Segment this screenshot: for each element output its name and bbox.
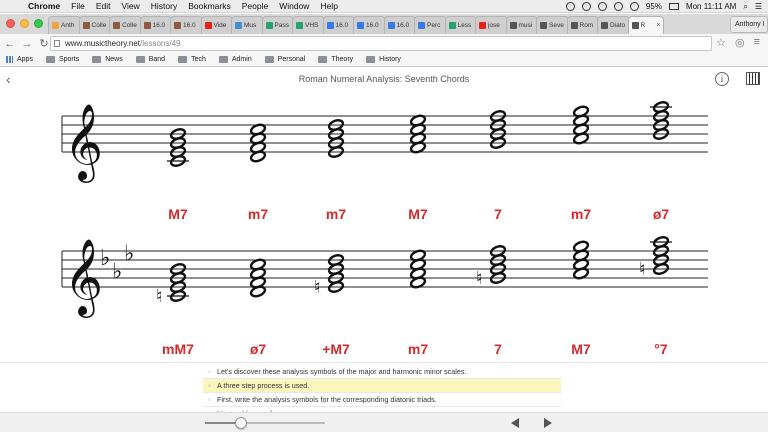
browser-tab[interactable] [384,16,417,34]
folder-icon [92,56,101,63]
close-window-button[interactable] [6,19,15,28]
tab-favicon-icon [571,22,578,29]
chord-symbol-label: 7 [494,341,502,357]
menubar-clock[interactable]: Mon 11:11 AM [685,2,737,11]
folder-icon [178,56,187,63]
window-controls [6,19,43,28]
apps-grid-icon [6,56,13,63]
tab-label: Colle [122,22,137,29]
seventh-chord [573,240,589,280]
tab-favicon-icon [266,22,273,29]
tab-label: musi [518,22,533,29]
browser-tab[interactable] [323,16,356,34]
browser-tab[interactable] [628,16,664,34]
menu-icon[interactable]: ≡ [753,36,760,48]
browser-tab[interactable] [414,16,447,34]
seventh-chord [639,235,672,280]
treble-clef-icon: 𝄞 [64,238,104,315]
tab-label: 16.0 [366,22,379,29]
forward-arrow-icon[interactable]: → [21,37,33,50]
tab-favicon-icon [83,22,90,29]
macos-menubar [0,0,768,13]
bookmark-news[interactable]: News [92,56,123,63]
tab-favicon-icon [296,22,303,29]
tab-favicon-icon [510,22,517,29]
bookmark-band[interactable]: Band [136,56,165,63]
reload-icon[interactable]: ↻ [39,37,49,50]
tab-label: Vide [213,22,227,29]
tab-favicon-icon [52,22,59,29]
tab-label: Rom [579,22,594,29]
url-path: /lessons/49 [140,39,181,48]
treble-staff-c-minor [62,235,708,318]
tab-favicon-icon [144,22,151,29]
tab-label: 16.0 [335,22,349,29]
menu-window[interactable]: Window [279,1,310,11]
lesson-title: Roman Numeral Analysis: Seventh Chords [298,74,470,84]
browser-tab[interactable] [445,16,478,34]
browser-tab[interactable] [140,16,173,34]
status-area [566,0,762,13]
record-icon[interactable] [598,2,607,11]
tab-favicon-icon [357,22,364,29]
menu-history[interactable]: History [150,1,178,11]
chord-symbol-label: °7 [654,341,668,357]
seventh-chord [328,118,344,158]
profile-button[interactable]: Anthony I [730,16,768,33]
tab-favicon-icon [327,22,334,29]
seventh-chord [167,127,189,167]
natural-sign-icon: ♮ [476,268,483,289]
folder-icon [318,56,327,63]
seventh-chord [650,100,672,140]
folder-icon [136,56,145,63]
list-icon[interactable]: ☰ [754,2,762,11]
seventh-chord [410,114,426,154]
natural-sign-icon: ♮ [156,286,163,307]
flat-sign-icon: ♭ [100,246,111,271]
menu-view[interactable]: View [121,1,140,11]
seventh-chord [573,105,589,145]
chord-symbol-label: m7 [247,206,269,222]
seventh-chord [250,258,266,298]
toolbar-actions [716,36,760,49]
dropbox-icon[interactable] [566,2,575,11]
lesson-controls [0,412,768,432]
browser-tab[interactable] [475,16,508,34]
bookmark-apps[interactable]: Apps [6,56,33,63]
browser-tabs [48,16,662,34]
tab-label: 16.0 [152,22,166,29]
battery-icon[interactable] [669,3,679,10]
bookmark-personal[interactable]: Personal [265,56,306,63]
close-tab-icon[interactable]: × [656,22,661,29]
notation-area [0,90,768,362]
tab-favicon-icon [205,22,212,29]
tab-label: Seve [549,22,564,29]
tab-label: Perc [427,22,441,29]
folder-icon [265,56,274,63]
staff-notation [0,90,768,362]
browser-tab[interactable] [597,16,630,34]
browser-tab[interactable] [292,16,325,34]
tab-label: 16.0 [183,22,196,29]
tab-favicon-icon [540,22,547,29]
tab-favicon-icon [388,22,395,29]
folder-icon [219,56,228,63]
extension-icon[interactable]: ◎ [734,37,745,49]
seventh-chord [250,123,266,163]
browser-tab[interactable] [170,16,203,34]
menu-edit[interactable]: Edit [95,1,111,11]
tab-label: Anth [61,22,75,29]
chord-symbol-label: m7 [570,206,592,222]
treble-staff-c-major [62,100,708,183]
browser-tab[interactable] [231,16,264,34]
bookmark-sports[interactable]: Sports [46,56,79,63]
bookmark-history[interactable]: History [366,56,401,63]
tab-label: Less [457,22,472,29]
menu-app-name[interactable]: Chrome [28,1,61,11]
browser-tab[interactable] [201,16,234,34]
browser-toolbar [0,34,768,53]
browser-tab[interactable] [48,16,81,34]
chord-symbol-label: ø7 [249,341,267,357]
lesson-back-chevron-icon[interactable]: ‹ [6,71,11,87]
chord-symbol-label: M7 [571,341,591,357]
tab-favicon-icon [235,22,242,29]
treble-clef-icon: 𝄞 [64,103,104,180]
browser-tab[interactable] [79,16,112,34]
progress-slider-thumb[interactable] [235,417,247,429]
browser-tab[interactable] [506,16,539,34]
flat-sign-icon: ♭ [124,241,135,267]
tab-favicon-icon [601,22,608,29]
tab-strip [0,14,768,34]
volume-icon[interactable] [614,2,623,11]
search-icon[interactable]: ⌕ [743,1,748,11]
menu-people[interactable]: People [241,1,269,11]
info-icon[interactable]: i [715,72,729,86]
natural-sign-icon: ♮ [639,259,646,280]
page-icon [54,40,60,47]
browser-tab[interactable] [567,16,600,34]
chord-symbol-label: 7 [494,206,502,222]
folder-icon [366,56,375,63]
browser-tab[interactable] [353,16,386,34]
lesson-text-line: ◦ First, write the analysis symbols for the corresponding diatonic triads. [203,393,561,407]
seventh-chord [410,249,426,289]
bookmark-tech[interactable]: Tech [178,56,206,63]
bookmarks-bar [0,53,768,67]
previous-step-button[interactable] [511,418,519,428]
tab-label: R [640,22,646,29]
browser-tab[interactable] [536,16,569,34]
tab-favicon-icon [113,22,120,29]
next-step-button[interactable] [544,418,552,428]
tab-favicon-icon [449,22,456,29]
tab-favicon-icon [418,22,425,29]
tab-label: jose [488,22,500,29]
folder-icon [46,56,55,63]
wifi-icon[interactable] [630,2,639,11]
sync-icon[interactable] [582,2,591,11]
chord-symbol-label: mM7 [162,341,194,357]
chord-symbol-label: M7 [168,206,188,222]
tab-label: Mus [244,22,257,29]
address-bar[interactable] [50,36,712,51]
tab-label: Colle [91,22,107,29]
lesson-header [0,68,768,90]
menu-help[interactable]: Help [320,1,338,11]
chord-symbol-label: +M7 [322,341,350,357]
browser-tab[interactable] [109,16,142,34]
tab-favicon-icon [174,22,181,29]
star-icon[interactable]: ☆ [716,37,726,49]
tab-label: 16.0 [396,22,410,29]
piano-keyboard-icon[interactable] [746,72,760,85]
back-arrow-icon[interactable]: ← [4,37,16,50]
menu-bookmarks[interactable]: Bookmarks [188,1,231,11]
menu-file[interactable]: File [71,1,85,11]
minimize-window-button[interactable] [20,19,29,28]
lesson-text-panel [0,362,768,412]
flat-sign-icon: ♭ [112,259,123,285]
tab-favicon-icon [632,22,639,29]
browser-tab[interactable] [262,16,295,34]
tab-favicon-icon [479,22,486,29]
lesson-text-line: ◦ Let's discover these analysis symbols of the major and harmonic minor scales. [203,365,561,379]
battery-percent[interactable]: 95% [645,2,662,11]
chord-symbol-label: M7 [408,206,428,222]
lesson-text-line-current: ◦ A three step process is used. [203,379,561,393]
seventh-chord [490,109,506,149]
tab-label: Diato [610,22,626,29]
bookmark-theory[interactable]: Theory [318,56,353,63]
tab-label: Pass [274,22,289,29]
chord-symbol-label: m7 [325,206,347,222]
natural-sign-icon: ♮ [314,277,321,298]
zoom-window-button[interactable] [34,19,43,28]
tab-label: VHS [305,22,319,29]
chord-symbol-label: m7 [407,341,429,357]
url-host: www.musictheory.net [65,39,140,48]
bookmark-admin[interactable]: Admin [219,56,252,63]
chord-symbol-label: ø7 [652,206,670,222]
